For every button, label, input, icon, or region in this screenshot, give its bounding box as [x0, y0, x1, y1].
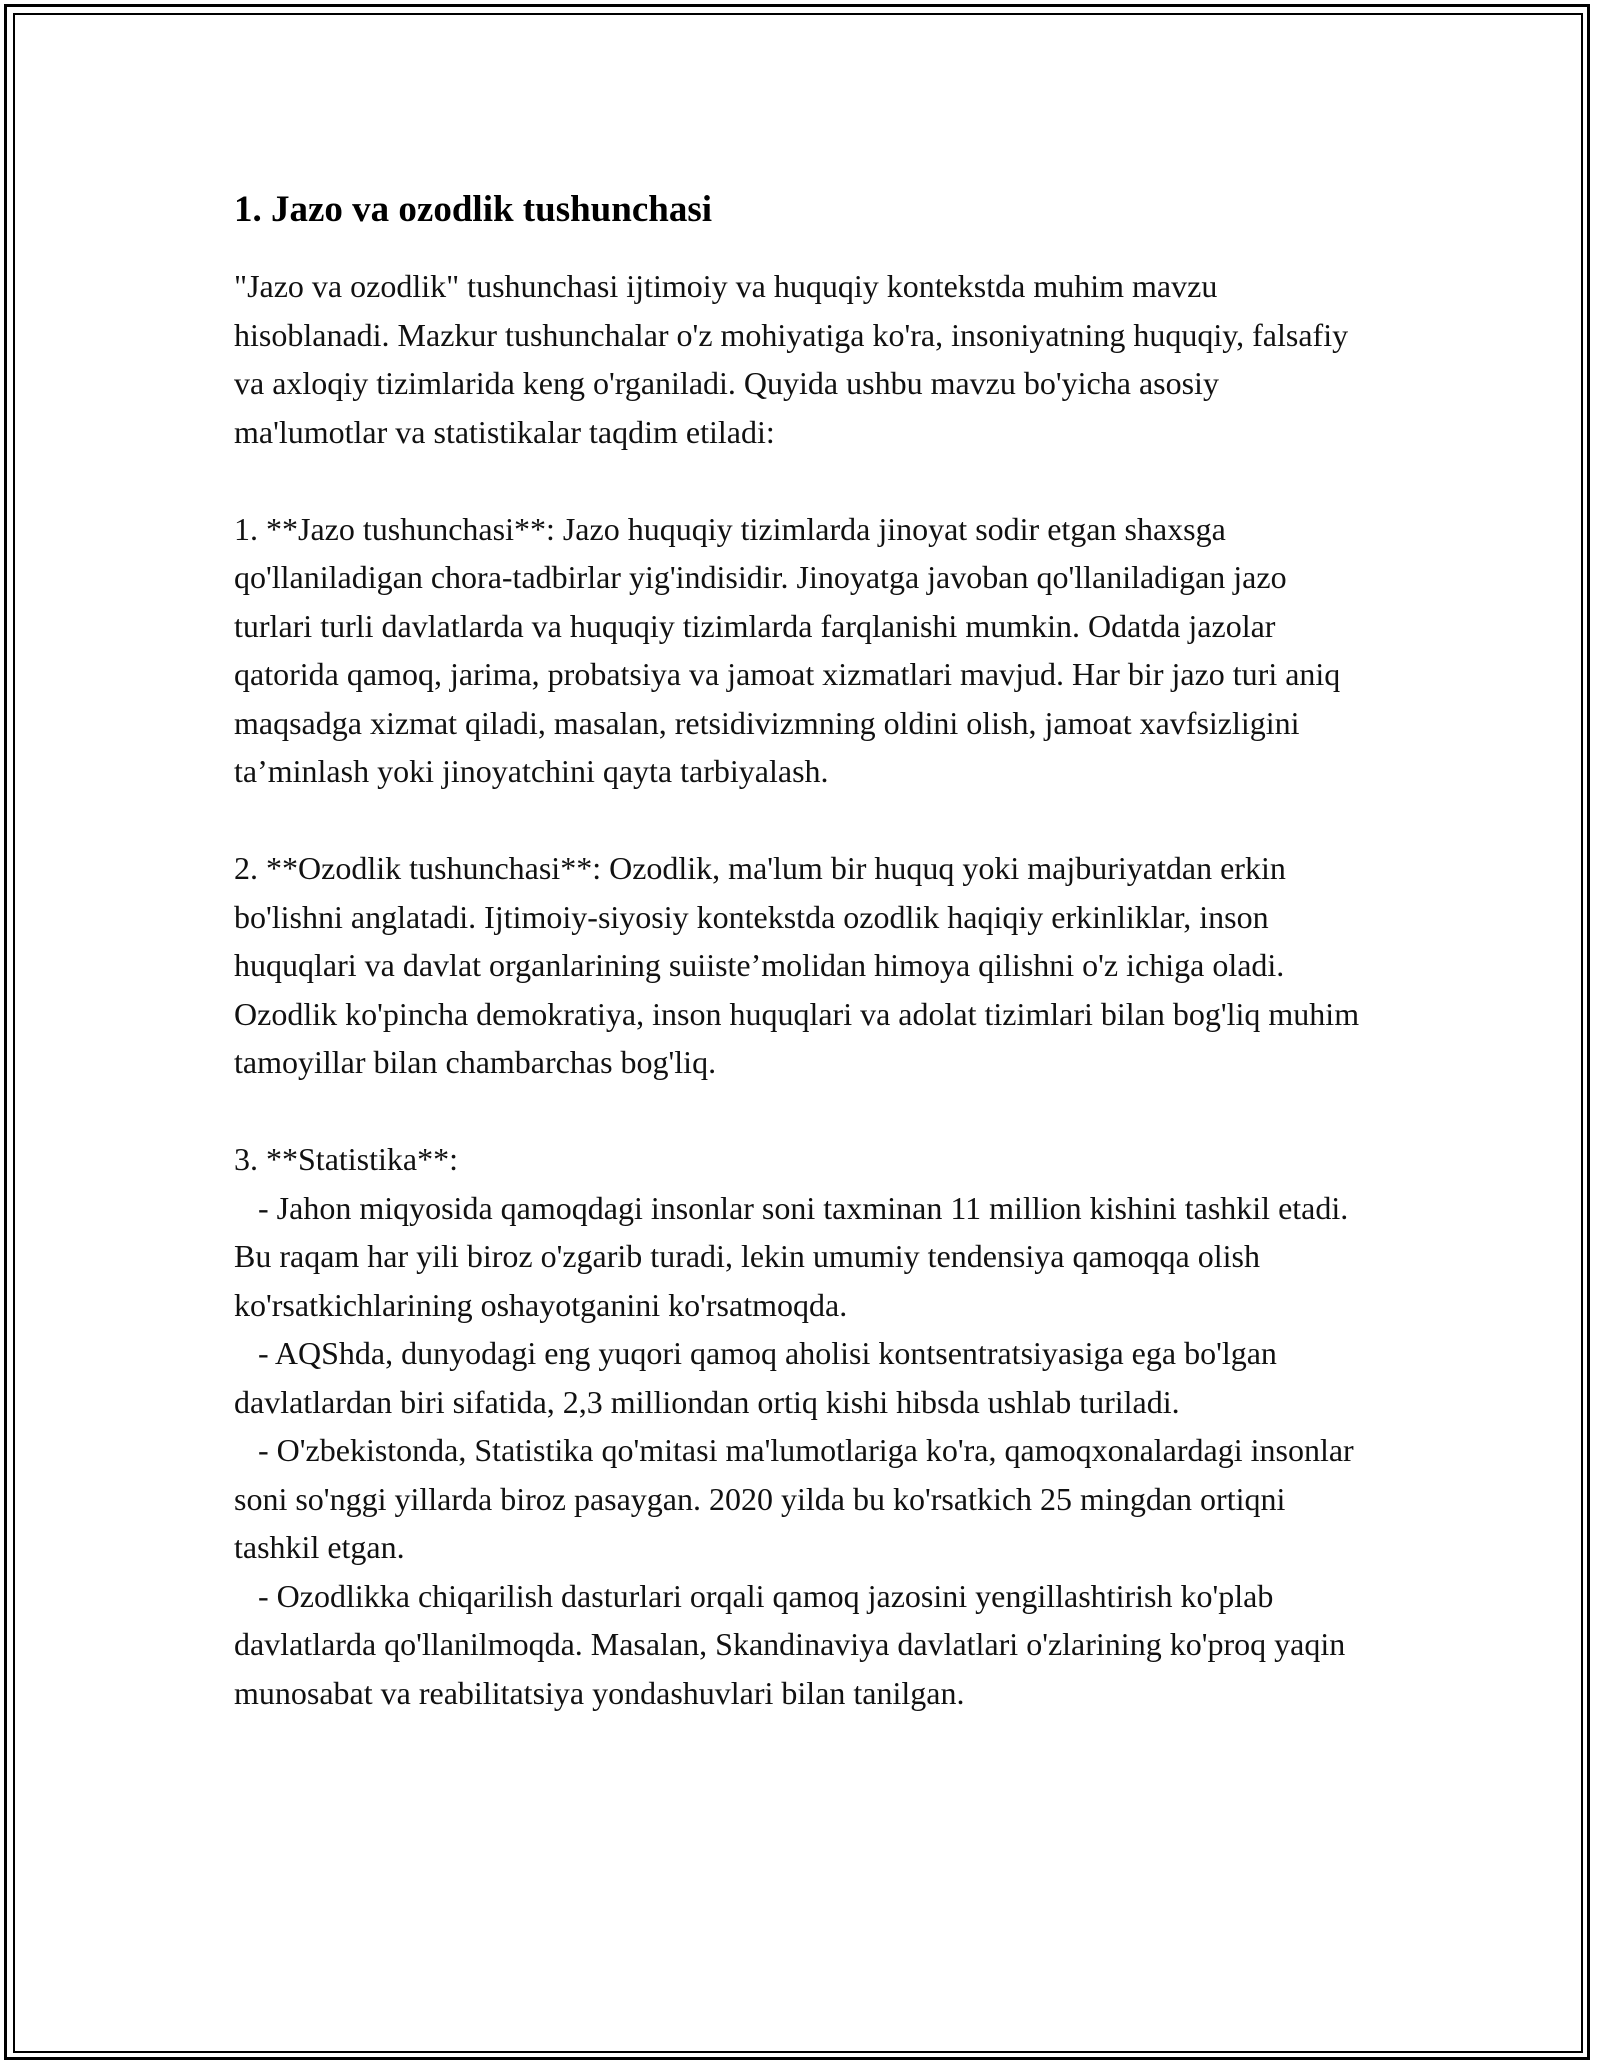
statistics-bullet-world: - Jahon miqyosida qamoqdagi insonlar soni taxminan 11 million kishini tashkil etadi. Bu raqam har yili biroz o'zgarib turadi, lekin umumiy tendensiya qamoqqa olish ko'rsatkichlarining oshayotganini ko'rsatmoqda. — [234, 1189, 1357, 1323]
section-freedom: 2. **Ozodlik tushunchasi**: Ozodlik, ma'lum bir huquq yoki majburiyatdan erkin bo'lishni anglatadi. Ijtimoiy-siyosiy kontekstda ozodlik haqiqiy erkinliklar, inson huquqlari va davlat organlarining suiiste’molidan himoya qilishni o'z ichiga oladi. Ozodlik ko'pincha demokratiya, inson huquqlari va adolat tizimlari bilan bog'liq muhim tamoyillar bilan chambarchas bog'liq. — [234, 850, 1360, 1080]
intro-paragraph: "Jazo va ozodlik" tushunchasi ijtimoiy va huquqiy kontekstda muhim mavzu hisoblanadi. Mazkur tushunchalar o'z mohiyatiga ko'ra, insoniyatning huquqiy, falsafiy va axloqiy tizimlarida keng o'rganiladi. Quyida ushbu mavzu bo'yicha asosiy ma'lumotlar va statistikalar taqdim etiladi: — [234, 268, 1349, 450]
statistics-bullet-usa: - AQShda, dunyodagi eng yuqori qamoq aholisi kontsentratsiyasiga ega bo'lgan davlatlardan biri sifatida, 2,3 milliondan ortiq kishi hibsda ushlab turiladi. — [234, 1335, 1285, 1420]
statistics-bullet-uzbekistan: - O'zbekistonda, Statistika qo'mitasi ma'lumotlariga ko'ra, qamoqxonalardagi insonlar soni so'nggi yillarda biroz pasaygan. 2020 yilda bu ko'rsatkich 25 mingdan ortiqni tashkil etgan. — [234, 1432, 1362, 1565]
statistics-bullet-release-programs: - Ozodlikka chiqarilish dasturlari orqali qamoq jazosini yengillashtirish ko'plab davlatlarda qo'llanilmoqda. Masalan, Skandinaviya davlatlari o'zlarining ko'proq yaqin munosabat va reabilitatsiya yondashuvlari bilan tanilgan. — [234, 1577, 1354, 1711]
document-heading: 1. Jazo va ozodlik tushunchasi — [234, 189, 713, 230]
paragraph-gap — [234, 1087, 1364, 1136]
paragraph-gap — [234, 796, 1364, 845]
section-punishment: 1. **Jazo tushunchasi**: Jazo huquqiy tizimlarda jinoyat sodir etgan shaxsga qo'llaniladigan chora-tadbirlar yig'indisidir. Jinoyatga javoban qo'llaniladigan jazo turlari turli davlatlarda va huquqiy tizimlarda farqlanishi mumkin. Odatda jazolar qatorida qamoq, jarima, probatsiya va jamoat xizmatlari mavjud. Har bir jazo turi aniq maqsadga xizmat qiladi, masalan, retsidivizmning oldini olish, jamoat xavfsizligini ta’minlash yoki jinoyatchini qayta tarbiyalash. — [234, 510, 1341, 789]
document-body — [234, 184, 1364, 1717]
paragraph-gap — [234, 456, 1364, 505]
section-statistics-title: 3. **Statistika**: — [234, 1141, 458, 1177]
